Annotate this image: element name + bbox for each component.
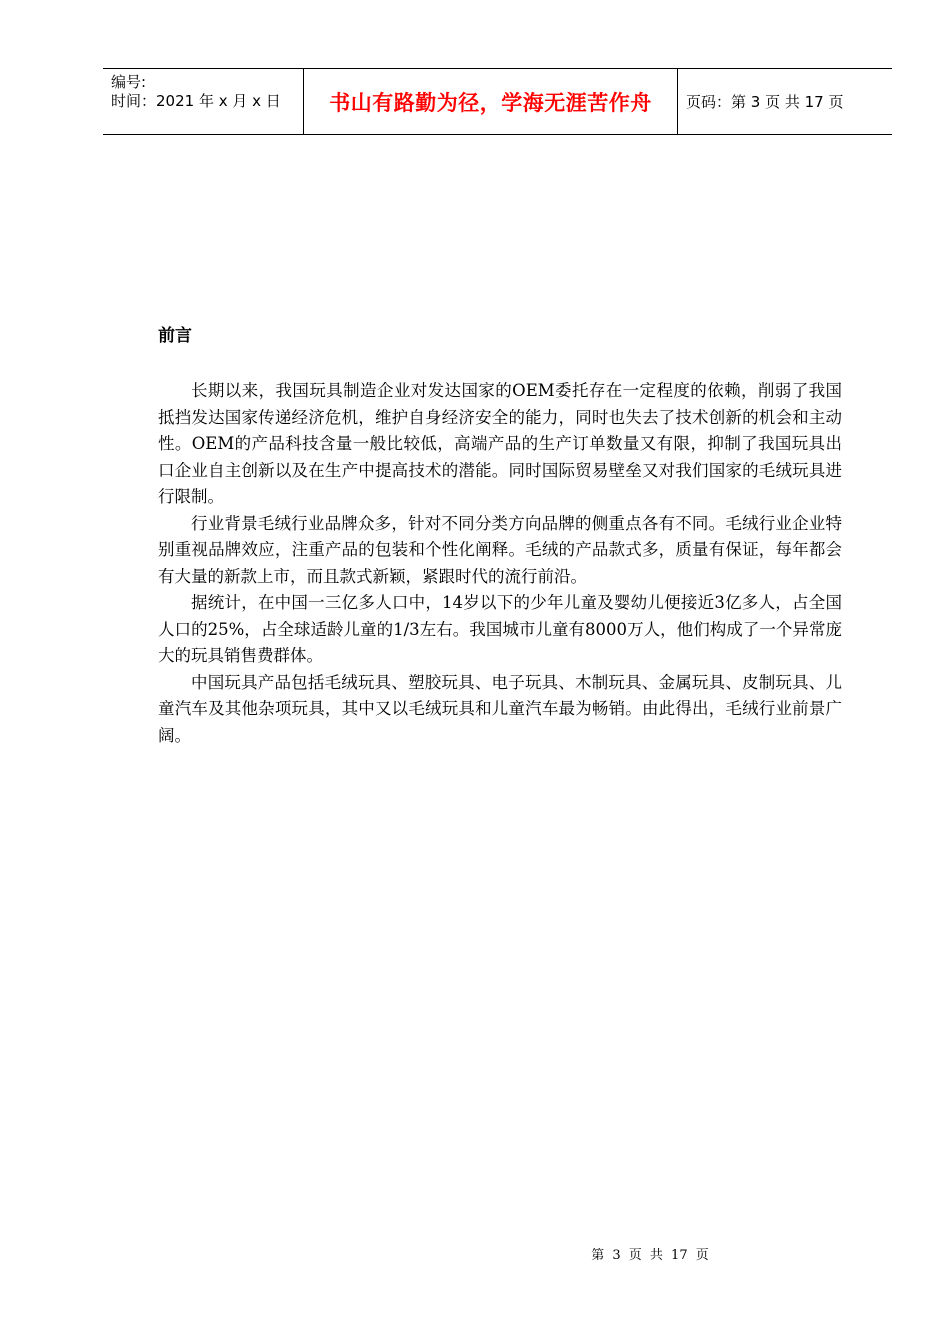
document-number-label: 编号: — [111, 73, 147, 91]
header-page-info-cell — [678, 69, 892, 134]
paragraph: 长期以来，我国玩具制造企业对发达国家的OEM委托存在一定程度的依赖，削弱了我国抵挡发达国家传递经济危机，维护自身经济安全的能力，同时也失去了技术创新的机会和主动性。OEM的产品科技含量一般比较低，高端产品的生产订单数量又有限，抑制了我国玩具出口企业自主创新以及在生产中提高技术的潜能。同时国际贸易壁垒又对我们国家的毛绒玩具进行限制。 — [158, 381, 842, 506]
header-motto-cell — [304, 69, 678, 134]
header-meta — [103, 69, 304, 134]
paragraph: 据统计，在中国一三亿多人口中，14岁以下的少年儿童及婴幼儿便接近3亿多人，占全国人口的25%，占全球适龄儿童的1/3左右。我国城市儿童有8000万人，他们构成了一个异常庞大的玩具销售费群体。 — [158, 593, 842, 665]
section-title: 前言 — [158, 326, 192, 346]
document-body — [158, 378, 842, 749]
page-footer — [0, 1244, 950, 1263]
document-date: 时间：2021 年 x 月 x 日 — [111, 92, 281, 110]
paragraph: 行业背景毛绒行业品牌众多，针对不同分类方向品牌的侧重点各有不同。毛绒行业企业特别重视品牌效应，注重产品的包装和个性化阐释。毛绒的产品款式多，质量有保证，每年都会有大量的新款上市，而且款式新颖，紧跟时代的流行前沿。 — [158, 513, 842, 586]
footer-page-number: 第 3 页 共 17 页 — [591, 1248, 709, 1263]
header-page-info: 页码：第 3 页 共 17 页 — [686, 93, 844, 111]
page-header — [103, 68, 892, 135]
paragraph: 中国玩具产品包括毛绒玩具、塑胶玩具、电子玩具、木制玩具、金属玩具、皮制玩具、儿童汽车及其他杂项玩具，其中又以毛绒玩具和儿童汽车最为畅销。由此得出，毛绒行业前景广阔。 — [158, 672, 842, 745]
header-motto: 书山有路勤为径，学海无涯苦作舟 — [329, 90, 652, 115]
